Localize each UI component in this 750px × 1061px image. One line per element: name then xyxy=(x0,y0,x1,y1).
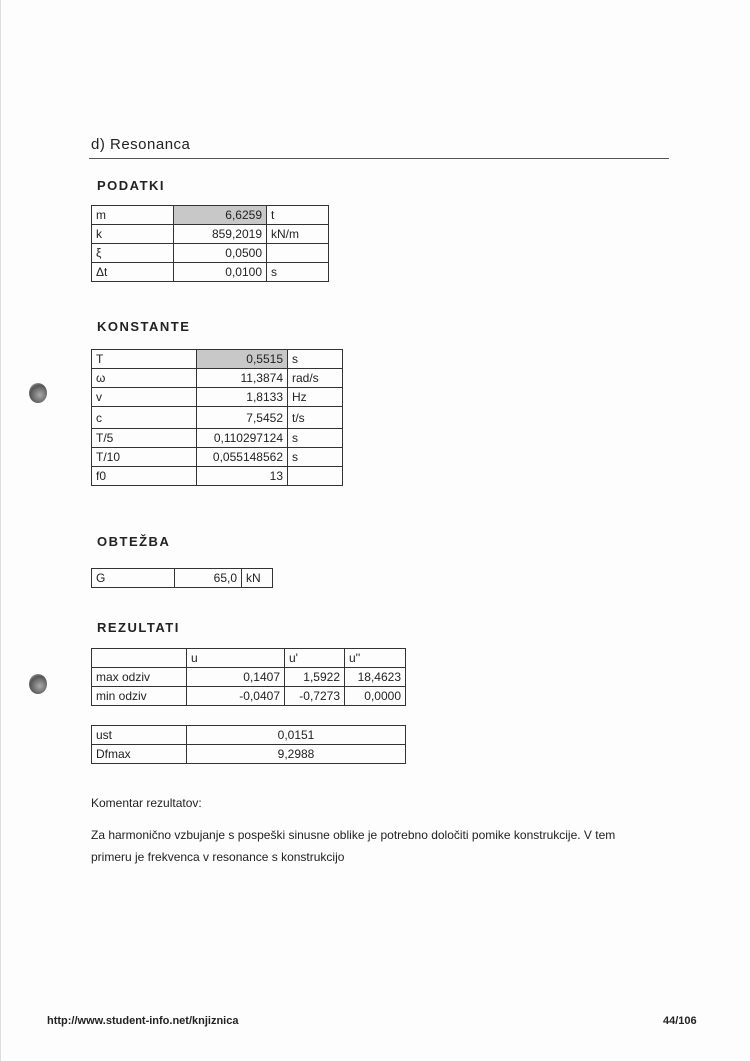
table-cell: 65,0 xyxy=(175,569,242,588)
rezultati-extra-table xyxy=(91,725,406,764)
table-cell: s xyxy=(288,448,343,467)
konstante-heading: KONSTANTE xyxy=(97,319,191,334)
table-cell: v xyxy=(92,388,197,407)
obtezba-table xyxy=(91,568,273,588)
table-cell: 18,4623 xyxy=(345,668,406,687)
table-row xyxy=(92,263,329,282)
table-cell: 13 xyxy=(197,467,288,486)
table-header-row xyxy=(92,649,406,668)
table-row xyxy=(92,388,343,407)
table-row xyxy=(92,429,343,448)
footer-url[interactable]: http://www.student-info.net/knjiznica xyxy=(47,1015,239,1027)
table-cell: m xyxy=(92,206,174,225)
column-header: u xyxy=(187,649,285,668)
table-cell: 1,8133 xyxy=(197,388,288,407)
table-cell: 11,3874 xyxy=(197,369,288,388)
table-cell: 6,6259 xyxy=(174,206,267,225)
table-cell: f0 xyxy=(92,467,197,486)
table-cell: min odziv xyxy=(92,687,187,706)
table-cell xyxy=(288,467,343,486)
table-cell: 0,0500 xyxy=(174,244,267,263)
table-cell: t xyxy=(267,206,329,225)
table-cell: 0,0100 xyxy=(174,263,267,282)
table-row xyxy=(92,668,406,687)
table-row xyxy=(92,726,406,745)
table-row xyxy=(92,206,329,225)
table-row xyxy=(92,687,406,706)
comment-line: Za harmonično vzbujanje s pospeški sinusne oblike je potrebno določiti pomike konstrukcije. V tem xyxy=(91,828,616,842)
table-cell xyxy=(267,244,329,263)
table-cell: rad/s xyxy=(288,369,343,388)
table-cell: 0,0151 xyxy=(187,726,406,745)
punch-hole xyxy=(29,674,47,694)
table-cell: s xyxy=(288,350,343,369)
table-row xyxy=(92,745,406,764)
table-cell: G xyxy=(92,569,175,588)
table-cell: 0,5515 xyxy=(197,350,288,369)
table-row xyxy=(92,467,343,486)
table-cell: max odziv xyxy=(92,668,187,687)
table-cell: -0,0407 xyxy=(187,687,285,706)
table-cell: s xyxy=(288,429,343,448)
table-row xyxy=(92,244,329,263)
table-cell: 0,110297124 xyxy=(197,429,288,448)
rezultati-table xyxy=(91,648,406,706)
punch-hole xyxy=(29,383,47,403)
table-row xyxy=(92,369,343,388)
table-cell: ξ xyxy=(92,244,174,263)
table-cell: Δt xyxy=(92,263,174,282)
table-cell: 859,2019 xyxy=(174,225,267,244)
divider xyxy=(89,158,669,159)
table-cell: 7,5452 xyxy=(197,407,288,429)
obtezba-heading: OBTEŽBA xyxy=(97,534,171,549)
table-cell: 0,0000 xyxy=(345,687,406,706)
section-title: d) Resonanca xyxy=(91,136,191,153)
table-row xyxy=(92,448,343,467)
table-cell: c xyxy=(92,407,197,429)
konstante-table xyxy=(91,349,343,486)
table-cell: s xyxy=(267,263,329,282)
podatki-heading: PODATKI xyxy=(97,178,166,193)
column-header xyxy=(92,649,187,668)
table-cell: 1,5922 xyxy=(285,668,345,687)
rezultati-heading: REZULTATI xyxy=(97,620,180,635)
table-cell: Hz xyxy=(288,388,343,407)
table-cell: T xyxy=(92,350,197,369)
table-row xyxy=(92,569,273,588)
table-cell: T/5 xyxy=(92,429,197,448)
page-number: 44/106 xyxy=(663,1015,697,1027)
table-cell: kN/m xyxy=(267,225,329,244)
table-row xyxy=(92,407,343,429)
table-cell: k xyxy=(92,225,174,244)
comment-label: Komentar rezultatov: xyxy=(91,796,202,810)
table-cell: kN xyxy=(242,569,273,588)
table-cell: Dfmax xyxy=(92,745,187,764)
table-row xyxy=(92,350,343,369)
table-cell: ω xyxy=(92,369,197,388)
table-cell: t/s xyxy=(288,407,343,429)
table-cell: 0,1407 xyxy=(187,668,285,687)
table-cell: 9,2988 xyxy=(187,745,406,764)
column-header: u' xyxy=(285,649,345,668)
table-cell: T/10 xyxy=(92,448,197,467)
column-header: u'' xyxy=(345,649,406,668)
comment-line: primeru je frekvenca v resonance s konstrukcijo xyxy=(91,850,345,864)
table-cell: 0,055148562 xyxy=(197,448,288,467)
table-cell: -0,7273 xyxy=(285,687,345,706)
table-cell: ust xyxy=(92,726,187,745)
table-row xyxy=(92,225,329,244)
podatki-table xyxy=(91,205,329,282)
